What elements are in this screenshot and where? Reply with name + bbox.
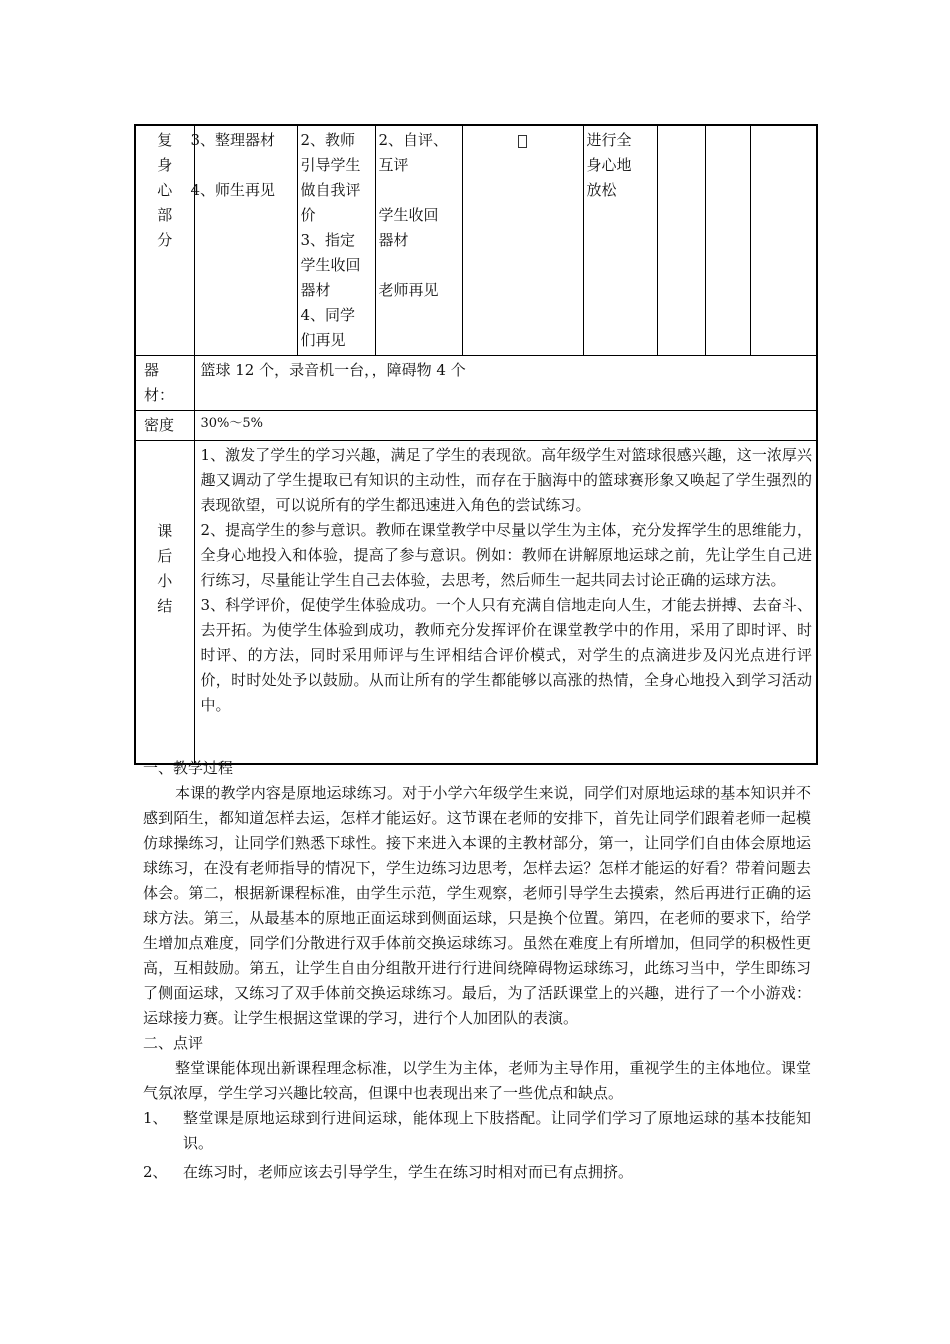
summary-content — [194, 441, 817, 764]
review-student-cell: 2、自评、 互评 学生收回 器材 老师再见 — [375, 125, 462, 356]
review-empty-cell-1 — [657, 125, 705, 356]
section2-paragraph: 整堂课能体现出新课程理念标准，以学生为主体，老师为主导作用，重视学生的主体地位。课堂气氛浓厚，学生学习兴趣比较高，但课中也表现出来了一些优点和缺点。 — [143, 1059, 811, 1102]
review-row — [135, 125, 817, 356]
review-section-label: 复 身 心 部 分 — [135, 125, 194, 356]
section2-heading: 二、点评 — [143, 1034, 204, 1052]
summary-paragraph-3: 3、科学评价，促使学生体验成功。一个人只有充满自信地走向人生，才能去拼搏、去奋斗、去开拓。为使学生体验到成功，教师充分发挥评价在课堂教学中的作用，采用了即时评、时时评、的方法，同时采用师评与生评相结合评价模式，对学生的点滴进步及闪光点进行评价，时时处处予以鼓励。从而让所有的学生都能够以高涨的热情，全身心地投入到学习活动中。 — [200, 596, 812, 714]
lesson-plan-table — [134, 124, 818, 765]
summary-paragraph-2: 2、提高学生的参与意识。教师在课堂教学中尽量以学生为主体，充分发挥学生的思维能力，全身心地投入和体验，提高了参与意识。例如：教师在讲解原地运球之前，先让学生自己进行练习，尽量能让学生自己去体验，去思考，然后师生一起共同去讨论正确的运球方法。 — [200, 521, 812, 589]
section1-paragraph: 本课的教学内容是原地运球练习。对于小学六年级学生来说，同学们对原地运球的基本知识并不感到陌生，都知道怎样去运，怎样才能运好。这节课在老师的安排下，首先让同学们跟着老师一起模仿球操练习，让同学们熟悉下球性。接下来进入本课的主教材部分，第一，让同学们自由体会原地运球练习，在没有老师指导的情况下，学生边练习边思考，怎样去运？怎样才能运的好看？带着问题去体会。第二，根据新课程标准，由学生示范，学生观察，老师引导学生去摸索，然后再进行正确的运球方法。第三，从最基本的原地正面运球到侧面运球，只是换个位置。第四，在老师的要求下，给学生增加点难度，同学们分散进行双手体前交换运球练习。虽然在难度上有所增加，但同学的积极性更高，互相鼓励。第五，让学生自由分组散开进行行进间绕障碍物运球练习，此练习当中，学生即练习了侧面运球，又练习了双手体前交换运球练习。最后，为了活跃课堂上的兴趣，进行了一个小游戏：运球接力赛。让学生根据这堂课的学习，进行个人加团队的表演。 — [143, 784, 811, 1027]
density-value: 30%～5% — [194, 411, 817, 441]
density-row — [135, 411, 817, 441]
section1-heading: 一、教学过程 — [143, 759, 234, 777]
review-organization-cell — [462, 125, 583, 356]
review-content-cell: 3、整理器材 4、师生再见 — [194, 125, 297, 356]
summary-paragraph-1: 1、激发了学生的学习兴趣，满足了学生的表现欲。高年级学生对篮球很感兴趣，这一浓厚兴趣又调动了学生提取已有知识的主动性，而存在于脑海中的篮球赛形象又唤起了学生强烈的表现欲望，可以说所有的学生都迅速进入角色的尝试练习。 — [200, 446, 812, 514]
list-item: 2、 在练习时，老师应该去引导学生，学生在练习时相对而已有点拥挤。 — [143, 1163, 634, 1181]
list-item: 1、 整堂课是原地运球到行进间运球，能体现上下肢搭配。让同学们学习了原地运球的基本技能知识。 — [143, 1109, 811, 1152]
summary-row — [135, 441, 817, 764]
review-empty-cell-2 — [705, 125, 750, 356]
review-requirement-cell: 进行全 身心地 放松 — [583, 125, 657, 356]
equipment-row — [135, 356, 817, 411]
density-label: 密度 — [135, 411, 194, 441]
equipment-label: 器 材： — [135, 356, 194, 411]
summary-label: 课 后 小 结 — [135, 441, 194, 764]
review-teacher-cell: 2、教师 引导学生 做自我评 价 3、指定 学生收回 器材 4、同学 们再见 — [297, 125, 375, 356]
missing-glyph-icon — [518, 135, 527, 148]
review-empty-cell-3 — [750, 125, 817, 356]
equipment-value: 篮球 12 个，录音机一台，，障碍物 4 个 — [194, 356, 817, 411]
body-text — [143, 756, 811, 1185]
